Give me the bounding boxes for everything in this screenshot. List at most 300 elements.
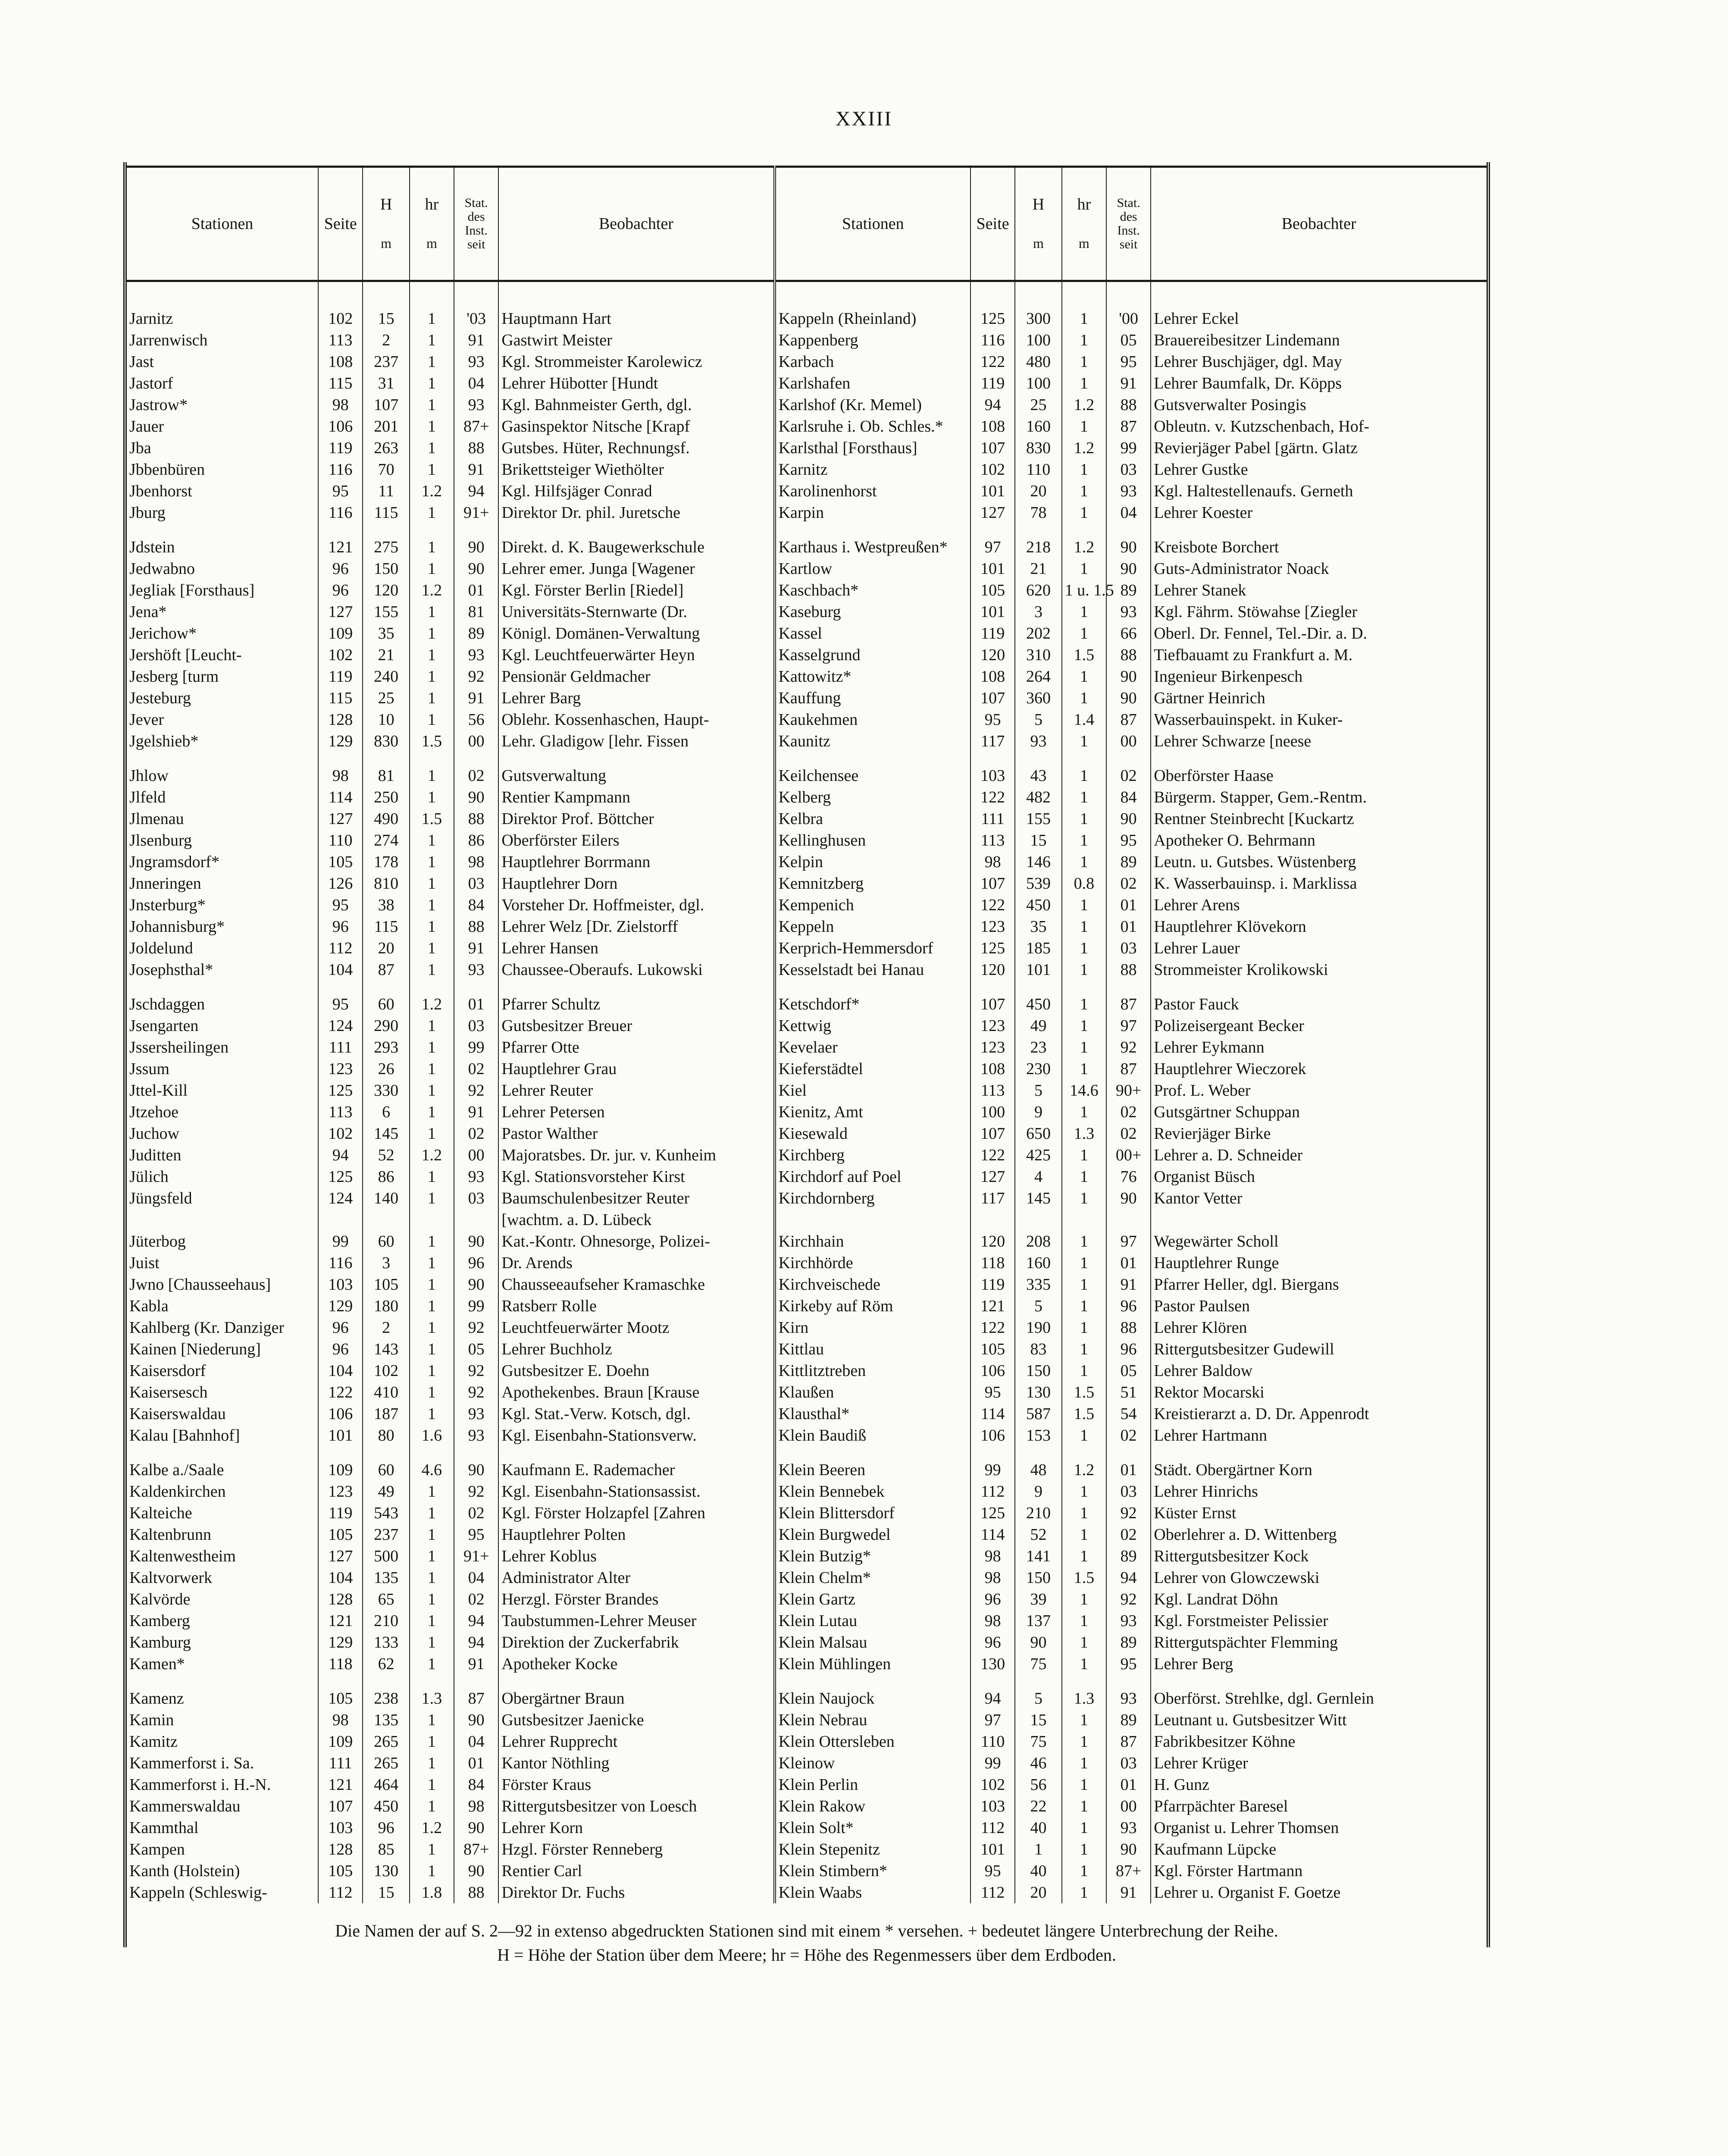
cell-seite-2: 103 [970,765,1015,787]
table-row [127,1610,1487,1632]
cell-hr: 1 [410,1524,454,1545]
cell-hoehe-2: 310 [1015,644,1061,666]
table-row [127,1502,1487,1524]
cell-station-2: Ketschdorf* [775,993,970,1015]
gap-cell [318,1446,363,1459]
cell-beobachter: Hauptlehrer Borrmann [498,851,774,873]
cell-hoehe-2: 110 [1015,459,1061,480]
table-row [127,373,1487,394]
cell-seit: 87 [454,1688,498,1709]
cell-station [127,1209,318,1231]
table-row [127,437,1487,459]
cell-hr: 1 [410,536,454,558]
cell-station-2: Keilchensee [775,765,970,787]
cell-station-2: Klein Blittersdorf [775,1502,970,1524]
cell-seite: 116 [318,459,363,480]
cell-seit: 84 [454,1774,498,1796]
gap-cell [363,752,409,765]
cell-station: Jsengarten [129,1017,199,1035]
cell-seit-2: 87 [1106,709,1151,730]
gap-cell [498,981,774,993]
cell-hr-2: 1 [1062,329,1106,351]
gap-cell [410,1446,454,1459]
cell-hoehe: 178 [363,851,409,873]
cell-seite: 110 [318,830,363,851]
cell-station-2: Klein Butzig* [775,1545,970,1567]
cell-hoehe: 237 [363,1524,409,1545]
cell-hoehe: 238 [363,1688,409,1709]
cell-hoehe: 201 [363,416,409,437]
cell-beobachter-2: H. Gunz [1151,1774,1487,1796]
cell-hr: 1 [410,394,454,416]
cell-station: Kamenz [129,1689,184,1708]
cell-beobachter: Chaussee-Oberaufs. Lukowski [498,959,774,981]
cell-seite: 105 [318,1524,363,1545]
cell-seite: 102 [318,644,363,666]
cell-seite-2: 98 [970,1610,1015,1632]
cell-station: Jershöft [Leucht- [129,646,242,664]
gap-cell [127,981,318,993]
cell-hr: 1 [410,1839,454,1860]
cell-station-2: Kappeln (Rheinland) [775,281,970,330]
cell-hoehe: 143 [363,1338,409,1360]
cell-hr: 1 [410,281,454,330]
cell-seit-2: '00 [1106,281,1151,330]
cell-seite-2: 119 [970,623,1015,644]
cell-hoehe-2: 100 [1015,329,1061,351]
cell-station-2: Kauffung [775,687,970,709]
cell-station: Kaltvorwerk [129,1569,213,1587]
cell-station: Jlfeld [129,788,166,806]
cell-seit-2: 76 [1106,1166,1151,1188]
cell-seite-2: 125 [970,937,1015,959]
cell-seite: 128 [318,1589,363,1610]
cell-beobachter: Kat.-Kontr. Ohnesorge, Polizei- [498,1231,774,1252]
cell-seit: 04 [454,1567,498,1589]
cell-seit: 93 [454,1166,498,1188]
cell-station: Jtzehoe [129,1103,178,1121]
cell-hoehe-2: 425 [1015,1144,1061,1166]
gap-cell [454,752,498,765]
cell-seite: 105 [318,851,363,873]
cell-seite: 96 [318,580,363,601]
cell-seit: 95 [454,1524,498,1545]
cell-hoehe-2: 153 [1015,1425,1061,1446]
gap-cell [1062,981,1106,993]
cell-seit-2: 03 [1106,459,1151,480]
header-stationen-2: Stationen [775,167,970,281]
cell-seit: 89 [454,623,498,644]
cell-seite: 95 [318,894,363,916]
gap-cell [498,752,774,765]
gap-cell [1151,1675,1487,1688]
cell-hoehe-2: 25 [1015,394,1061,416]
gap-cell [1106,1675,1151,1688]
cell-seite-2: 108 [970,666,1015,687]
gap-cell [318,523,363,536]
cell-station: Jngramsdorf* [129,853,219,871]
cell-hr: 1 [410,709,454,730]
cell-seit: 02 [454,1589,498,1610]
cell-station: Jssum [129,1060,169,1078]
table-row [127,1567,1487,1589]
cell-station-2: Kleinow [775,1752,970,1774]
cell-station: Jschdaggen [129,995,205,1013]
cell-beobachter: Kgl. Strommeister Karolewicz [498,351,774,373]
cell-station-2: Kaunitz [775,730,970,752]
cell-hr: 1 [410,1382,454,1403]
cell-seite-2: 114 [970,1403,1015,1425]
cell-seit-2: 03 [1106,1752,1151,1774]
table-row [127,1545,1487,1567]
cell-station: Kalvörde [129,1590,191,1608]
cell-beobachter-2: Hauptlehrer Klövekorn [1151,916,1487,937]
cell-beobachter: Lehrer Korn [498,1817,774,1839]
cell-hr-2: 1 [1062,1632,1106,1653]
cell-hr: 1 [410,1545,454,1567]
cell-station-2: Kelpin [775,851,970,873]
cell-hoehe: 210 [363,1610,409,1632]
gap-cell [1151,752,1487,765]
cell-beobachter: Lehrer Rupprecht [498,1731,774,1752]
cell-beobachter-2: Brauereibesitzer Lindemann [1151,329,1487,351]
cell-hoehe: 65 [363,1589,409,1610]
cell-seite-2: 99 [970,1752,1015,1774]
cell-seit-2: 51 [1106,1382,1151,1403]
cell-seit-2: 02 [1106,873,1151,894]
cell-hr-2: 1.2 [1062,394,1106,416]
cell-hr-2: 0.8 [1062,873,1106,894]
cell-station-2: Kartlow [775,558,970,580]
cell-seite-2: 96 [970,1632,1015,1653]
cell-station-2: Klein Burgwedel [775,1524,970,1545]
cell-seit-2: 99 [1106,437,1151,459]
gap-cell [318,752,363,765]
cell-beobachter-2: Oberförst. Strehlke, dgl. Gernlein [1151,1688,1487,1709]
cell-station: Kappeln (Schleswig- [129,1883,267,1902]
cell-hr: 1 [410,1252,454,1274]
cell-seite-2: 125 [970,1502,1015,1524]
gap-cell [970,752,1015,765]
cell-seit: 90 [454,1860,498,1882]
cell-hoehe-2: 202 [1015,623,1061,644]
cell-hoehe: 60 [363,1231,409,1252]
cell-seite-2: 103 [970,1796,1015,1817]
cell-station-2: Karlsruhe i. Ob. Schles.* [775,416,970,437]
cell-hoehe: 80 [363,1425,409,1446]
cell-hr-2: 1 [1062,601,1106,623]
cell-station-2: Karlshof (Kr. Memel) [775,394,970,416]
cell-seit-2: 90 [1106,1839,1151,1860]
cell-seite: 102 [318,281,363,330]
cell-hoehe: 155 [363,601,409,623]
cell-seit-2: 93 [1106,1688,1151,1709]
cell-beobachter-2: Hauptlehrer Runge [1151,1252,1487,1274]
cell-hr-2: 1.2 [1062,437,1106,459]
cell-seite: 112 [318,1882,363,1903]
cell-hr: 1 [410,666,454,687]
cell-station-2: Klein Stepenitz [775,1839,970,1860]
cell-hr: 1 [410,937,454,959]
cell-hr-2: 1 [1062,1231,1106,1252]
cell-beobachter: Rittergutsbesitzer von Loesch [498,1796,774,1817]
cell-seite: 122 [318,1382,363,1403]
cell-station: Jastorf [129,374,173,392]
table-row [127,1589,1487,1610]
cell-hoehe-2: 190 [1015,1317,1061,1338]
cell-hoehe: 120 [363,580,409,601]
cell-hoehe: 464 [363,1774,409,1796]
cell-seit: 87+ [454,416,498,437]
cell-hoehe-2: 450 [1015,894,1061,916]
gap-cell [1015,1675,1061,1688]
cell-seite-2: 108 [970,1058,1015,1080]
cell-hr-2: 1 [1062,787,1106,808]
cell-seit: 87+ [454,1839,498,1860]
cell-station: Jttel-Kill [129,1081,188,1100]
cell-hoehe-2: 78 [1015,502,1061,523]
cell-hr-2: 1 [1062,373,1106,394]
cell-hr: 1 [410,502,454,523]
cell-hoehe: 240 [363,666,409,687]
cell-hr-2: 1 [1062,1188,1106,1209]
table-row [127,1632,1487,1653]
cell-hoehe: 290 [363,1015,409,1037]
cell-hr-2: 1 [1062,1752,1106,1774]
table-row [127,1015,1487,1037]
gap-cell [775,1675,970,1688]
cell-beobachter: Kgl. Leuchtfeuerwärter Heyn [498,644,774,666]
cell-seit-2: 02 [1106,1101,1151,1123]
group-gap [127,1446,1487,1459]
cell-hoehe: 250 [363,787,409,808]
group-gap [127,1675,1487,1688]
cell-hoehe-2: 155 [1015,808,1061,830]
table-row [127,993,1487,1015]
cell-station: Kammerforst i. Sa. [129,1754,254,1772]
cell-hr: 1 [410,765,454,787]
cell-beobachter: Lehrer Petersen [498,1101,774,1123]
cell-station-2: Kempenich [775,894,970,916]
cell-station: Kaiserswaldau [129,1405,226,1423]
cell-hoehe-2: 450 [1015,993,1061,1015]
cell-seit: 03 [454,1015,498,1037]
cell-beobachter-2: Gutsgärtner Schuppan [1151,1101,1487,1123]
cell-hr-2: 1 [1062,1481,1106,1502]
cell-beobachter: Gutsbes. Hüter, Rechnungsf. [498,437,774,459]
cell-seite-2: 100 [970,1101,1015,1123]
cell-beobachter: Lehrer Hansen [498,937,774,959]
cell-seit-2: 00 [1106,730,1151,752]
cell-seit-2: 90 [1106,808,1151,830]
gap-cell [1062,1675,1106,1688]
cell-beobachter: Lehrer Hübotter [Hundt [498,373,774,394]
cell-seit-2: 02 [1106,765,1151,787]
table-row [127,916,1487,937]
cell-beobachter-2: Guts-Administrator Noack [1151,558,1487,580]
cell-seit: 01 [454,993,498,1015]
cell-hoehe-2: 83 [1015,1338,1061,1360]
cell-hoehe: 20 [363,937,409,959]
cell-seit-2: 91 [1106,1274,1151,1295]
cell-seite: 124 [318,1015,363,1037]
cell-seit: 03 [454,873,498,894]
cell-hr-2: 1 [1062,730,1106,752]
table-row [127,1382,1487,1403]
gap-cell [363,1675,409,1688]
table-row [127,580,1487,601]
cell-seit-2: 87 [1106,993,1151,1015]
cell-hr-2: 1 [1062,1524,1106,1545]
cell-seite-2: 98 [970,1567,1015,1589]
cell-beobachter: [wachtm. a. D. Lübeck [498,1209,774,1231]
cell-seit-2: 93 [1106,1610,1151,1632]
cell-hr: 1.2 [410,480,454,502]
cell-hoehe-2: 137 [1015,1610,1061,1632]
cell-station: Jena* [129,603,167,621]
cell-station: Kalau [Bahnhof] [129,1426,240,1445]
cell-beobachter-2: Küster Ernst [1151,1502,1487,1524]
cell-hr-2: 1 [1062,1015,1106,1037]
cell-beobachter-2: Lehrer Hinrichs [1151,1481,1487,1502]
cell-station-2: Klein Stimbern* [775,1860,970,1882]
header-beobachter-2: Beobachter [1151,167,1487,281]
cell-seite: 94 [318,1144,363,1166]
cell-seit-2: 04 [1106,502,1151,523]
cell-station-2: Klein Baudiß [775,1425,970,1446]
cell-station-2: Klein Lutau [775,1610,970,1632]
cell-seit-2: 90 [1106,687,1151,709]
cell-seit-2: 01 [1106,916,1151,937]
cell-seite-2: 122 [970,894,1015,916]
cell-station-2: Klein Rakow [775,1796,970,1817]
cell-hoehe: 105 [363,1274,409,1295]
cell-station: Jlsenburg [129,831,192,849]
table-row [127,894,1487,916]
cell-seit: 92 [454,1317,498,1338]
cell-hoehe: 26 [363,1058,409,1080]
cell-seit: 98 [454,1796,498,1817]
cell-station: Jnsterburg* [129,896,206,914]
cell-seite-2: 99 [970,1459,1015,1481]
cell-seit: 91+ [454,1545,498,1567]
cell-seit: 90 [454,1459,498,1481]
cell-seite-2: 107 [970,873,1015,894]
cell-station: Jlmenau [129,810,184,828]
cell-hoehe-2: 146 [1015,851,1061,873]
gap-cell [498,1446,774,1459]
cell-hoehe-2: 830 [1015,437,1061,459]
cell-beobachter: Direktor Dr. Fuchs [498,1882,774,1903]
cell-hoehe-2: 5 [1015,1688,1061,1709]
cell-hr-2: 1 [1062,1274,1106,1295]
cell-hoehe: 3 [363,1252,409,1274]
gap-cell [1106,752,1151,765]
cell-seit-2: 97 [1106,1015,1151,1037]
cell-hoehe: 49 [363,1481,409,1502]
table-row [127,937,1487,959]
cell-seit-2: 88 [1106,644,1151,666]
cell-beobachter: Förster Kraus [498,1774,774,1796]
cell-seit: 04 [454,1731,498,1752]
cell-hoehe: 6 [363,1101,409,1123]
cell-hr: 1 [410,1080,454,1101]
cell-beobachter-2: Strommeister Krolikowski [1151,959,1487,981]
cell-hr-2 [1062,1209,1106,1231]
cell-hoehe-2: 264 [1015,666,1061,687]
cell-seite: 103 [318,1817,363,1839]
cell-station: Jba [129,439,151,457]
cell-seite: 129 [318,1632,363,1653]
footnote [123,1919,1490,1967]
gap-cell [1106,523,1151,536]
table-row [127,1839,1487,1860]
gap-cell [410,752,454,765]
table-row [127,623,1487,644]
cell-station-2: Klein Waabs [775,1882,970,1903]
cell-seit: 92 [454,1382,498,1403]
table-row [127,480,1487,502]
cell-hoehe: 135 [363,1567,409,1589]
cell-seite: 96 [318,1338,363,1360]
cell-seit-2: 92 [1106,1589,1151,1610]
cell-seit: 94 [454,1610,498,1632]
table-row [127,851,1487,873]
cell-hoehe: 140 [363,1188,409,1209]
cell-beobachter-2: Fabrikbesitzer Köhne [1151,1731,1487,1752]
table-header [127,167,1487,281]
cell-hr [410,1209,454,1231]
cell-seite-2: 101 [970,601,1015,623]
cell-hoehe: 330 [363,1080,409,1101]
gap-cell [127,1675,318,1688]
cell-station-2: Kassel [775,623,970,644]
cell-seite: 96 [318,558,363,580]
cell-hoehe [363,1209,409,1231]
cell-seite: 127 [318,601,363,623]
cell-hoehe: 500 [363,1545,409,1567]
cell-station-2: Kiel [775,1080,970,1101]
cell-seite: 105 [318,1860,363,1882]
gap-cell [1062,1446,1106,1459]
cell-beobachter-2: Gärtner Heinrich [1151,687,1487,709]
cell-station: Johannisburg* [129,918,225,936]
cell-beobachter: Gutsbesitzer Jaenicke [498,1709,774,1731]
cell-hoehe-2: 21 [1015,558,1061,580]
cell-seit-2: 02 [1106,1123,1151,1144]
cell-beobachter: Baumschulenbesitzer Reuter [498,1188,774,1209]
gap-cell [970,1675,1015,1688]
cell-station: Jssersheilingen [129,1038,229,1056]
gap-cell [363,981,409,993]
cell-seite-2: 110 [970,1731,1015,1752]
gap-cell [1062,523,1106,536]
cell-station: Joldelund [129,939,193,957]
cell-beobachter: Gutsverwaltung [498,765,774,787]
gap-cell [363,523,409,536]
group-gap [127,523,1487,536]
cell-seite-2: 95 [970,1382,1015,1403]
cell-seite: 107 [318,1796,363,1817]
cell-hr-2: 1 [1062,916,1106,937]
cell-beobachter-2: Bürgerm. Stapper, Gem.-Rentm. [1151,787,1487,808]
cell-hr: 1 [410,1231,454,1252]
cell-beobachter-2: Obleutn. v. Kutzschenbach, Hof- [1151,416,1487,437]
cell-seit-2: 00+ [1106,1144,1151,1166]
cell-seit: 04 [454,373,498,394]
cell-beobachter-2: Kgl. Landrat Döhn [1151,1589,1487,1610]
cell-hr: 1 [410,1101,454,1123]
